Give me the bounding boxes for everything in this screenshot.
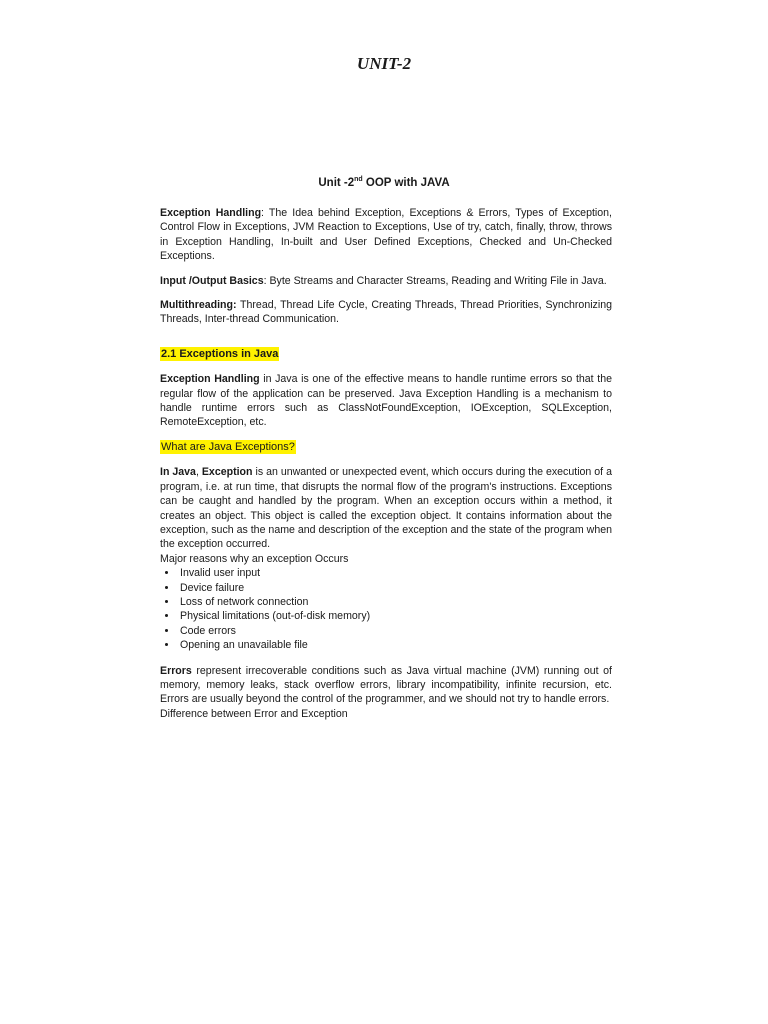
page-heading: UNIT-2 — [356, 54, 412, 73]
list-item: • Invalid user input — [178, 566, 612, 580]
topic-exception-handling — [160, 206, 612, 264]
topic-label: Exception Handling — [160, 207, 262, 219]
topic-label: Input /Output Basics — [160, 274, 264, 287]
errors-text: represent irrecoverable conditions such as Java virtual machine (JVM) running out of memory, memory leaks, stack overflow errors, library incompatibility, infinite recursion, etc. Errors are usually beyond the control of the programmer, and we should not try to handle errors. — [160, 664, 612, 706]
question-heading-highlight: What are Java Exceptions? — [161, 440, 295, 453]
definition-sep: , — [195, 466, 202, 479]
difference-line: Difference between Error and Exception — [160, 707, 348, 720]
topic-text: : Byte Streams and Character Streams, Reading and Writing File in Java. — [263, 274, 607, 287]
topic-multithreading — [160, 298, 612, 327]
section-heading — [160, 347, 612, 361]
document-body — [160, 206, 612, 721]
errors-bold: Errors — [160, 664, 192, 677]
list-item: • Physical limitations (out-of-disk memory) — [178, 609, 612, 623]
section-intro — [160, 372, 612, 430]
intro-text: in Java is one of the effective means to handle runtime errors so that the regular flow of the application can be preserved. Java Exception Handling is a mechanism to handle runtime errors such as ClassNotFoundException, IOException, SQLException, RemoteException, etc. — [160, 373, 612, 429]
topic-text: Thread, Thread Life Cycle, Creating Threads, Thread Priorities, Synchronizing Threads, Inter-thread Communication. — [160, 299, 612, 326]
question-heading — [160, 440, 612, 454]
topic-text: : The Idea behind Exception, Exceptions & Errors, Types of Exception, Control Flow in Exceptions, JVM Reaction to Exceptions, Use of try, catch, finally, throw, throws in Exception Handling, In-built and User Defined Exceptions, Checked and Un-Checked Exceptions. — [160, 207, 612, 263]
section-heading-highlight: 2.1 Exceptions in Java — [161, 347, 279, 360]
list-item: • Opening an unavailable file — [178, 638, 612, 652]
reasons-heading: Major reasons why an exception Occurs — [160, 552, 349, 565]
list-item: • Code errors — [178, 624, 612, 638]
definition-paragraph — [160, 465, 612, 551]
definition-text: is an unwanted or unexpected event, which occurs during the execution of a program, i.e. at run time, that disrupts the normal flow of the program's instructions. Exceptions can be caught and handled by the program. When an exception occurs within a method, it creates an object. This object is called the exception object. It contains information about the exception, such as the name and description of the exception and the state of the program when the exception occurred. — [160, 466, 612, 551]
unit-title-superscript: nd — [354, 176, 363, 183]
topic-label: Multithreading: — [160, 299, 237, 312]
topic-input-output — [160, 274, 612, 288]
definition-bold-2: Exception — [201, 466, 253, 479]
intro-bold: Exception Handling — [160, 373, 260, 386]
unit-title — [0, 176, 768, 189]
unit-title-suffix: OOP with JAVA — [362, 176, 450, 189]
unit-title-prefix: Unit -2 — [318, 176, 355, 189]
spacer — [160, 653, 612, 664]
reasons-list — [160, 566, 612, 652]
errors-paragraph — [160, 664, 612, 707]
list-item: • Loss of network connection — [178, 595, 612, 609]
definition-bold-1: In Java — [160, 466, 196, 479]
list-item: • Device failure — [178, 581, 612, 595]
